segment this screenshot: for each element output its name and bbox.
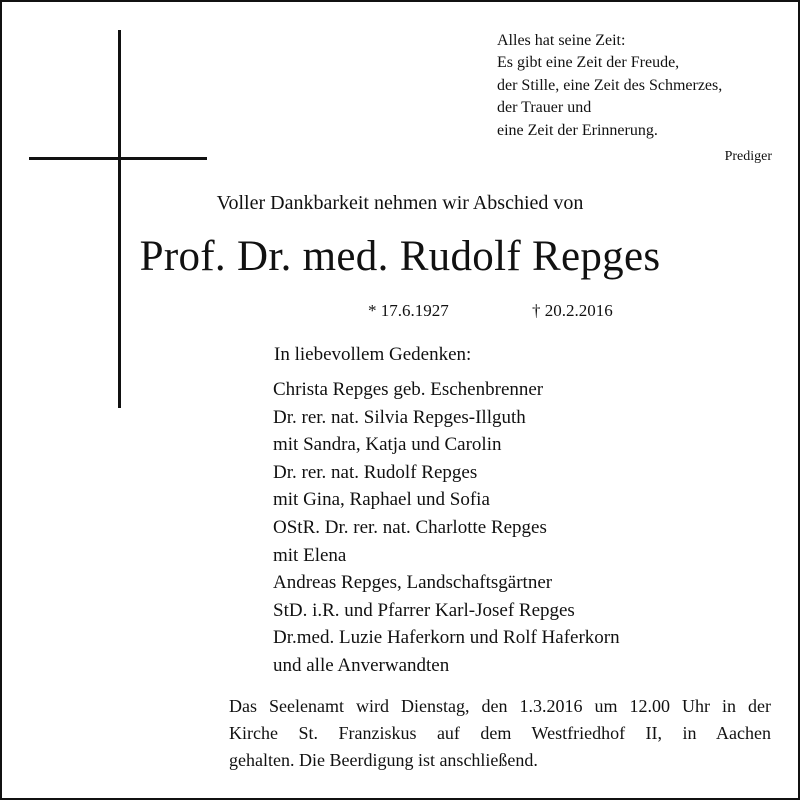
quote-source: Prediger	[724, 149, 772, 164]
quote-line: Alles hat seine Zeit:	[497, 32, 626, 49]
quote-line: der Trauer und	[497, 99, 592, 117]
mourners-heading: In liebevollem Gedenken:	[274, 344, 472, 365]
mourner-line: Dr.med. Luzie Haferkorn und Rolf Haferkorn	[273, 627, 620, 649]
service-line: gehalten. Die Beerdigung ist anschließend.	[229, 750, 538, 770]
mourner-line: mit Gina, Raphael und Sofia	[273, 489, 490, 511]
mourner-line: Dr. rer. nat. Rudolf Repges	[273, 461, 478, 483]
service-line: Das Seelenamt wird Dienstag, den 1.3.2016 um 12.00 Uhr in der	[229, 696, 771, 716]
quote-block	[497, 30, 722, 142]
birth-date: * 17.6.1927	[368, 301, 449, 320]
cross-vertical-bar	[118, 30, 121, 408]
mourner-line: und alle Anverwandten	[273, 654, 450, 676]
mourner-line: StD. i.R. und Pfarrer Karl-Josef Repges	[273, 599, 575, 621]
intro-text: Voller Dankbarkeit nehmen wir Abschied von	[216, 192, 584, 214]
service-line: Kirche St. Franziskus auf dem Westfriedhof II, in Aachen	[229, 723, 771, 743]
mourner-line: Dr. rer. nat. Silvia Repges-Illguth	[273, 406, 526, 428]
quote-line: Es gibt eine Zeit der Freude,	[497, 54, 680, 72]
quote-line: der Stille, eine Zeit des Schmerzes,	[497, 76, 723, 94]
deceased-name: Prof. Dr. med. Rudolf Repges	[139, 233, 661, 280]
mourner-line: mit Sandra, Katja und Carolin	[273, 434, 502, 456]
mourners-list	[273, 376, 620, 680]
mourner-line: Christa Repges geb. Eschenbrenner	[273, 379, 544, 400]
mourner-line: OStR. Dr. rer. nat. Charlotte Repges	[273, 516, 547, 538]
service-announcement	[229, 693, 771, 774]
cross-horizontal-bar	[29, 157, 207, 160]
death-date: † 20.2.2016	[532, 301, 613, 320]
mourner-line: Andreas Repges, Landschaftsgärtner	[273, 572, 553, 594]
quote-line: eine Zeit der Erinnerung.	[497, 121, 658, 139]
mourner-line: mit Elena	[273, 544, 347, 566]
